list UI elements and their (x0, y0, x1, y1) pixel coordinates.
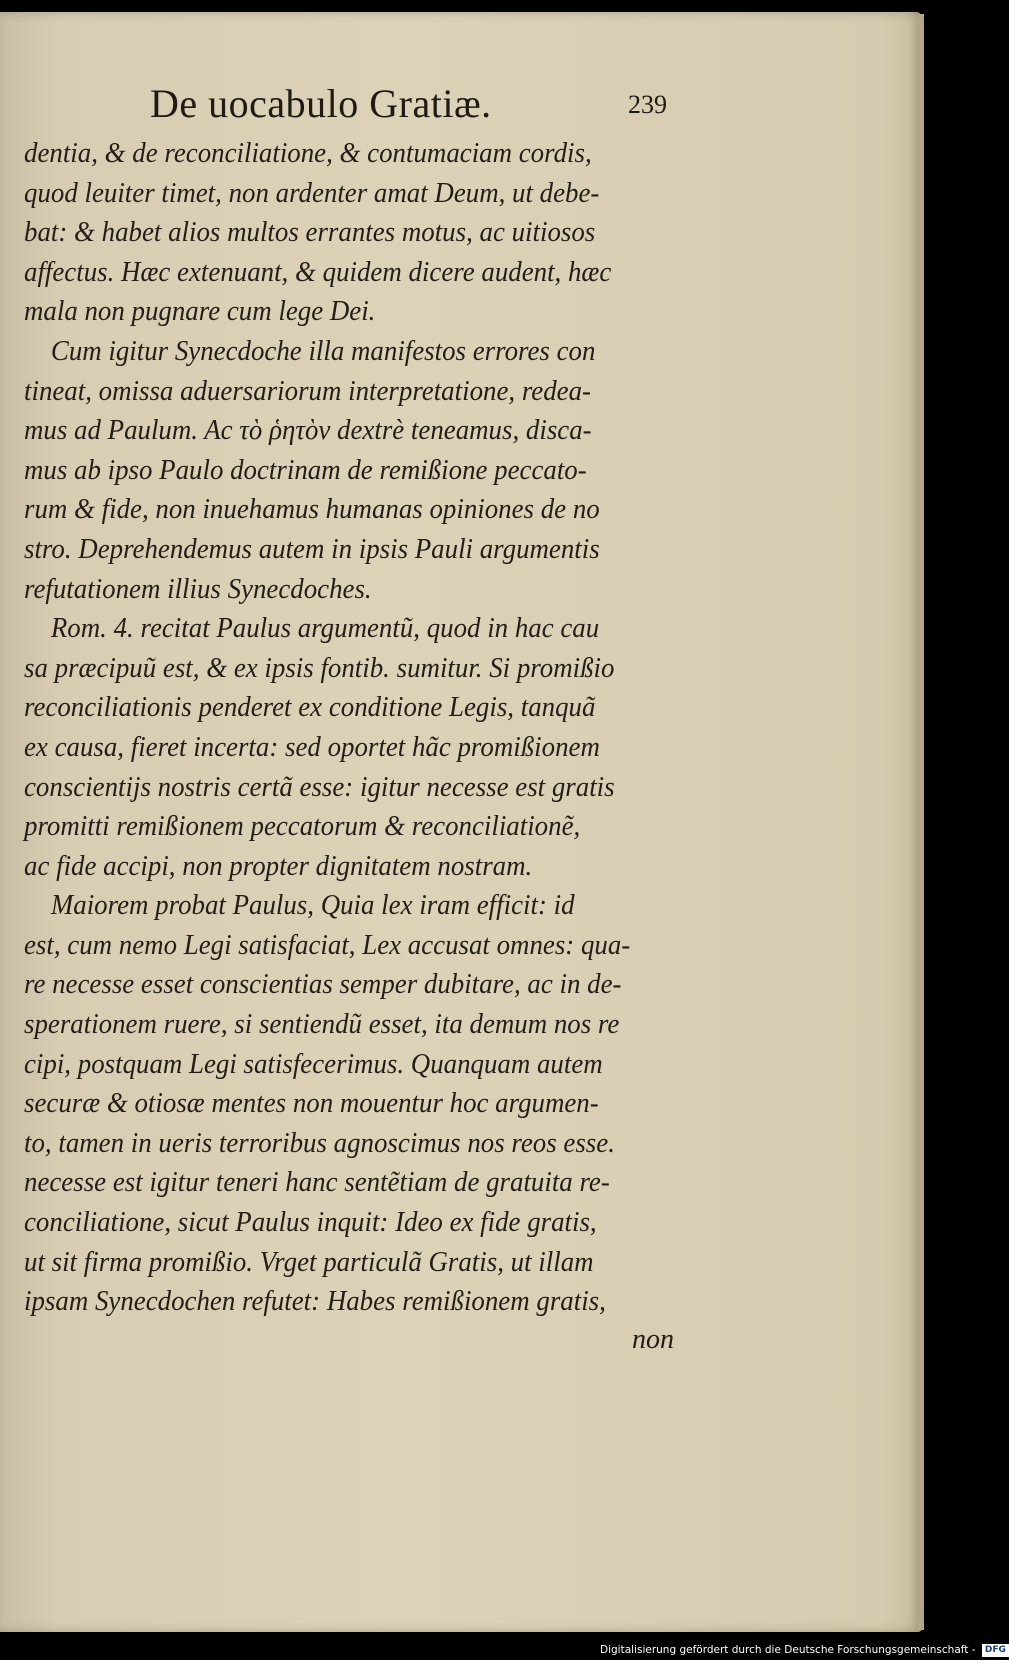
dfg-logo: DFG (982, 1644, 1009, 1657)
text-line: conciliatione, sicut Paulus inquit: Ideo ex fide gratis, (24, 1206, 597, 1239)
text-line: Rom. 4. recitat Paulus argumentũ, quod in hac cau (24, 612, 600, 645)
text-line: ipsam Synecdochen refutet: Habes remißionem gratis, (24, 1285, 606, 1318)
text-block (24, 134, 684, 1322)
text-line: Maiorem probat Paulus, Quia lex iram efficit: id (24, 889, 575, 922)
text-line: re necesse esset conscientias semper dubitare, ac in de- (24, 968, 622, 1001)
catchword: non (632, 1324, 674, 1355)
text-line: Cum igitur Synecdoche illa manifestos errores con (24, 334, 596, 367)
text-line: rum & fide, non inuehamus humanas opiniones de no (24, 493, 600, 526)
page-edge (918, 14, 924, 1630)
text-line: dentia, & de reconciliatione, & contumaciam cordis, (24, 137, 592, 169)
digitization-footer (600, 1642, 1009, 1658)
text-line: necesse est igitur teneri hanc sentẽtiam de gratuita re- (24, 1166, 610, 1199)
page-number: 239 (628, 90, 667, 119)
text-line: affectus. Hæc extenuant, & quidem dicere audent, hæc (24, 255, 612, 288)
text-line: quod leuiter timet, non ardenter amat Deum, ut debe- (24, 176, 600, 209)
text-line: reconciliationis penderet ex conditione Legis, tanquã (24, 691, 596, 724)
text-line: to, tamen in ueris terroribus agnoscimus nos reos esse. (24, 1126, 615, 1159)
text-line: refutationem illius Synecdoches. (24, 572, 372, 605)
text-line: mala non pugnare cum lege Dei. (24, 295, 376, 328)
text-line: sa præcipuũ est, & ex ipsis fontib. sumitur. Si promißio (24, 651, 615, 684)
text-line: stro. Deprehendemus autem in ipsis Pauli argumentis (24, 532, 600, 565)
text-line: mus ad Paulum. Ac τὸ ῥητὸν dextrè teneamus, disca- (24, 414, 592, 447)
text-line: ac fide accipi, non propter dignitatem nostram. (24, 849, 533, 882)
footer-text: Digitalisierung gefördert durch die Deutsche Forschungsgemeinschaft - (600, 1644, 976, 1656)
text-line: securæ & otiosæ mentes non mouentur hoc argumen- (24, 1087, 599, 1120)
text-line: promitti remißionem peccatorum & reconciliationẽ, (24, 810, 581, 843)
text-line: ex causa, fieret incerta: sed oportet hãc promißionem (24, 730, 600, 763)
text-line: sperationem ruere, si sentiendũ esset, ita demum nos re (24, 1008, 620, 1041)
text-line: ut sit firma promißio. Vrget particulã Gratis, ut illam (24, 1245, 594, 1278)
text-line: est, cum nemo Legi satisfaciat, Lex accusat omnes: qua- (24, 928, 631, 961)
text-line: bat: & habet alios multos errantes motus, ac uitiosos (24, 216, 596, 249)
text-line: mus ab ipso Paulo doctrinam de remißione peccato- (24, 453, 587, 486)
running-head: De uocabulo Gratiæ. (150, 81, 492, 126)
text-line: cipi, postquam Legi satisfecerimus. Quanquam autem (24, 1047, 603, 1080)
text-line: tineat, omissa aduersariorum interpretatione, redea- (24, 374, 591, 407)
text-line: conscientijs nostris certã esse: igitur necesse est gratis (24, 770, 615, 803)
